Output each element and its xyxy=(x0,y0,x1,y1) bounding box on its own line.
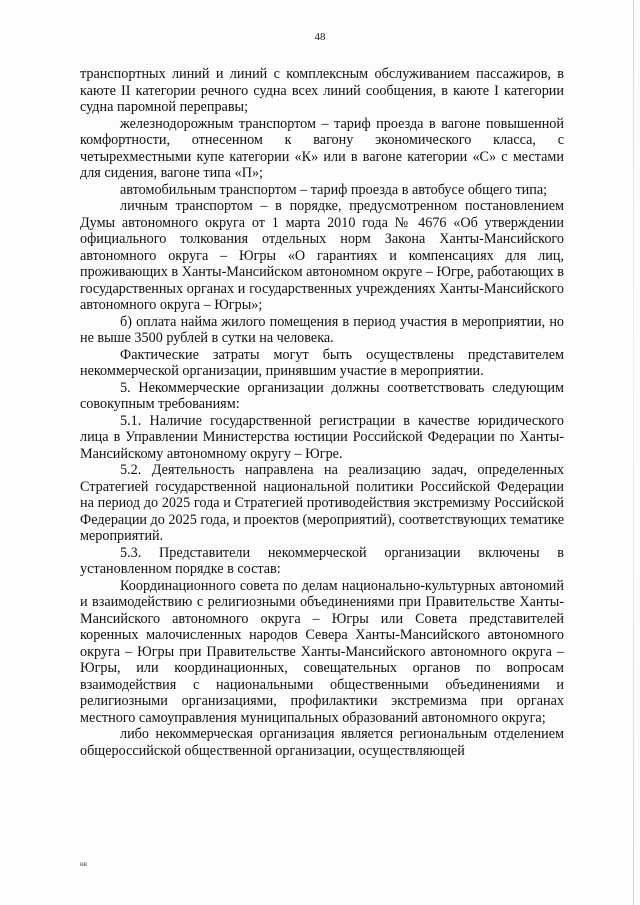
paragraph: 5.3. Представители некоммерческой организации включены в установленном порядке в состав: xyxy=(80,544,564,577)
paragraph: автомобильным транспортом – тариф проезда в автобусе общего типа; xyxy=(120,181,548,198)
paragraph: 5. Некоммерческие организации должны соответствовать следующим совокупным требованиям: xyxy=(80,379,564,412)
document-body xyxy=(80,66,564,759)
paragraph: 5.2. Деятельность направлена на реализацию задач, определенных Стратегией государственной национальной политики Российской Федерации на период до 2025 года и Стратегией противодействия экстремизму Российской Федерации до 2025 года, и проектов (мероприятий), соответствующих тематике мероприятий. xyxy=(80,462,565,544)
paragraph: 5.1. Наличие государственной регистрации в качестве юридического лица в Управлении Министерства юстиции Российской Федерации по Ханты-Мансийскому автономному округу – Югре. xyxy=(80,412,564,462)
paragraph: железнодорожным транспортом – тариф проезда в вагоне повышенной комфортности, отнесенном к вагону экономического класса, с четырехместными купе категории «К» или в вагоне категории «С» с местами для сидения, вагоне типа «П»; xyxy=(80,115,564,181)
footer-mark: нв xyxy=(80,860,88,868)
page-number: 48 xyxy=(314,31,326,43)
scan-edge xyxy=(633,0,634,905)
paragraph: Координационного совета по делам национально-культурных автономий и взаимодействию с религиозными объединениями при Правительстве Ханты-Мансийского автономного округа – Югры или Совета представителей коренных малочисленных народов Севера Ханты-Мансийского автономного округа – Югры при Правительстве Ханты-Мансийского автономного округа – Югры, или координационных, совещательных органов по вопросам взаимодействия с национальными общественными объединениями и религиозными организациями, профилактики экстремизма при органах местного самоуправления муниципальных образований автономного округа; xyxy=(80,577,564,726)
paragraph: транспортных линий и линий с комплексным обслуживанием пассажиров, в каюте II категории речного судна всех линий сообщения, в каюте I категории судна паромной переправы; xyxy=(80,66,564,115)
paragraph: б) оплата найма жилого помещения в период участия в мероприятии, но не выше 3500 рублей в сутки на человека. xyxy=(80,313,564,346)
paragraph: либо некоммерческая организация является региональным отделением общероссийской общественной организации, осуществляющей xyxy=(80,726,564,759)
paragraph: личным транспортом – в порядке, предусмотренном постановлением Думы автономного округа от 1 марта 2010 года № 4676 «Об утверждении официального толкования отдельных норм Закона Ханты-Мансийского автономного округа – Югры «О гарантиях и компенсациях для лиц, проживающих в Ханты-Мансийском автономном округе – Югре, работающих в государственных органах и государственных учреждениях Ханты-Мансийского автономного округа – Югры»; xyxy=(80,198,564,313)
paragraph: Фактические затраты могут быть осуществлены представителем некоммерческой организации, принявшим участие в мероприятии. xyxy=(80,346,564,379)
